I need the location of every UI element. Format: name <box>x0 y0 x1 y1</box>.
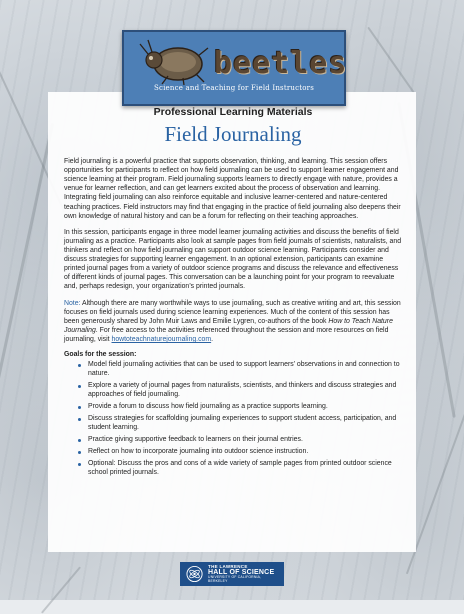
document-content <box>64 106 402 481</box>
footer-line-2: HALL OF SCIENCE <box>208 569 275 577</box>
resource-link[interactable]: howtoteachnaturejournaling.com <box>111 335 212 343</box>
goal-item: Explore a variety of journal pages from naturalists, scientists, and thinkers and discuss strategies and approaches of field journaling. <box>88 382 402 400</box>
session-paragraph: In this session, participants engage in three model learner journaling activities and discuss the benefits of field journaling as a practice. Participants also look at sample pages from field journals of scientists, naturalists, and thinkers and reflect on how field journaling can support outdoor science learning. Participants consider and discuss strategies for supporting learner engagement. In an optional extension, participants can examine printed journal pages from a variety of outdoor science programs and discuss the relevance and effectiveness of different kinds of journal pages. This conversation can be a launching point for your program to reevaluate and, perhaps redesign, your organization’s printed journals. <box>64 228 402 291</box>
page-title: Field Journaling <box>164 122 302 146</box>
goal-item: Discuss strategies for scaffolding journaling experiences to support student access, participation, and student learning. <box>88 415 402 433</box>
intro-paragraph: Field journaling is a powerful practice that supports observation, thinking, and learning. This session offers opportunities for participants to reflect on how field journaling can be used to support learner engagement and science learning at their program. Field journaling supports learners to directly engage with nature, provides a venue for learner reflection, and can get learners excited about the process of observation and learning. Integrating field journaling can also reinforce equitable and inclusive learner-centered and nature-centered teaching practices. Field instructors may find that engaging in the practice of field journaling also deepens their own knowledge of natural history and can be a forum for reflecting on their teaching approaches. <box>64 158 401 220</box>
logo-wordmark: beetles <box>214 46 348 81</box>
lawrence-hall-logo <box>180 562 284 586</box>
book-title: How to Teach Nature Journaling <box>64 317 393 334</box>
note-label: Note: <box>64 299 81 307</box>
goal-item: Provide a forum to discuss how field journaling as a practice supports learning. <box>88 403 402 412</box>
note-paragraph <box>64 299 402 345</box>
page-kicker: Professional Learning Materials <box>153 106 313 118</box>
goals-list <box>64 361 402 478</box>
footer-line-1: THE LAWRENCE <box>208 563 248 569</box>
goal-item: Practice giving supportive feedback to learners on their journal entries. <box>88 436 402 445</box>
science-atom-icon <box>186 565 203 583</box>
note-end: . <box>211 335 214 343</box>
beetle-icon <box>138 36 216 86</box>
goal-item: Reflect on how to incorporate journaling into outdoor science instruction. <box>88 448 402 457</box>
goal-item: Optional: Discuss the pros and cons of a wide variety of sample pages from printed outdoor science school printed journals. <box>88 460 402 478</box>
note-text-2: . For free access to the activities referenced throughout the session and more resources on field journaling, visit <box>64 326 389 343</box>
note-text-1: Although there are many worthwhile ways to use journaling, such as creative writing and art, this session focuses on field journals used during science learning experiences. Much of the content of this session has been generously shared by John Muir Laws and Emilie Lygren, co-authors of the book <box>64 299 401 325</box>
logo-tagline: Science and Teaching for Field Instructors <box>154 84 314 92</box>
footer-line-3: UNIVERSITY OF CALIFORNIA, BERKELEY <box>208 575 262 583</box>
beetles-logo-banner <box>122 30 346 106</box>
goal-item: Model field journaling activities that can be used to support learners’ observations in and connection to nature. <box>88 361 402 379</box>
goals-heading: Goals for the session: <box>64 351 137 359</box>
